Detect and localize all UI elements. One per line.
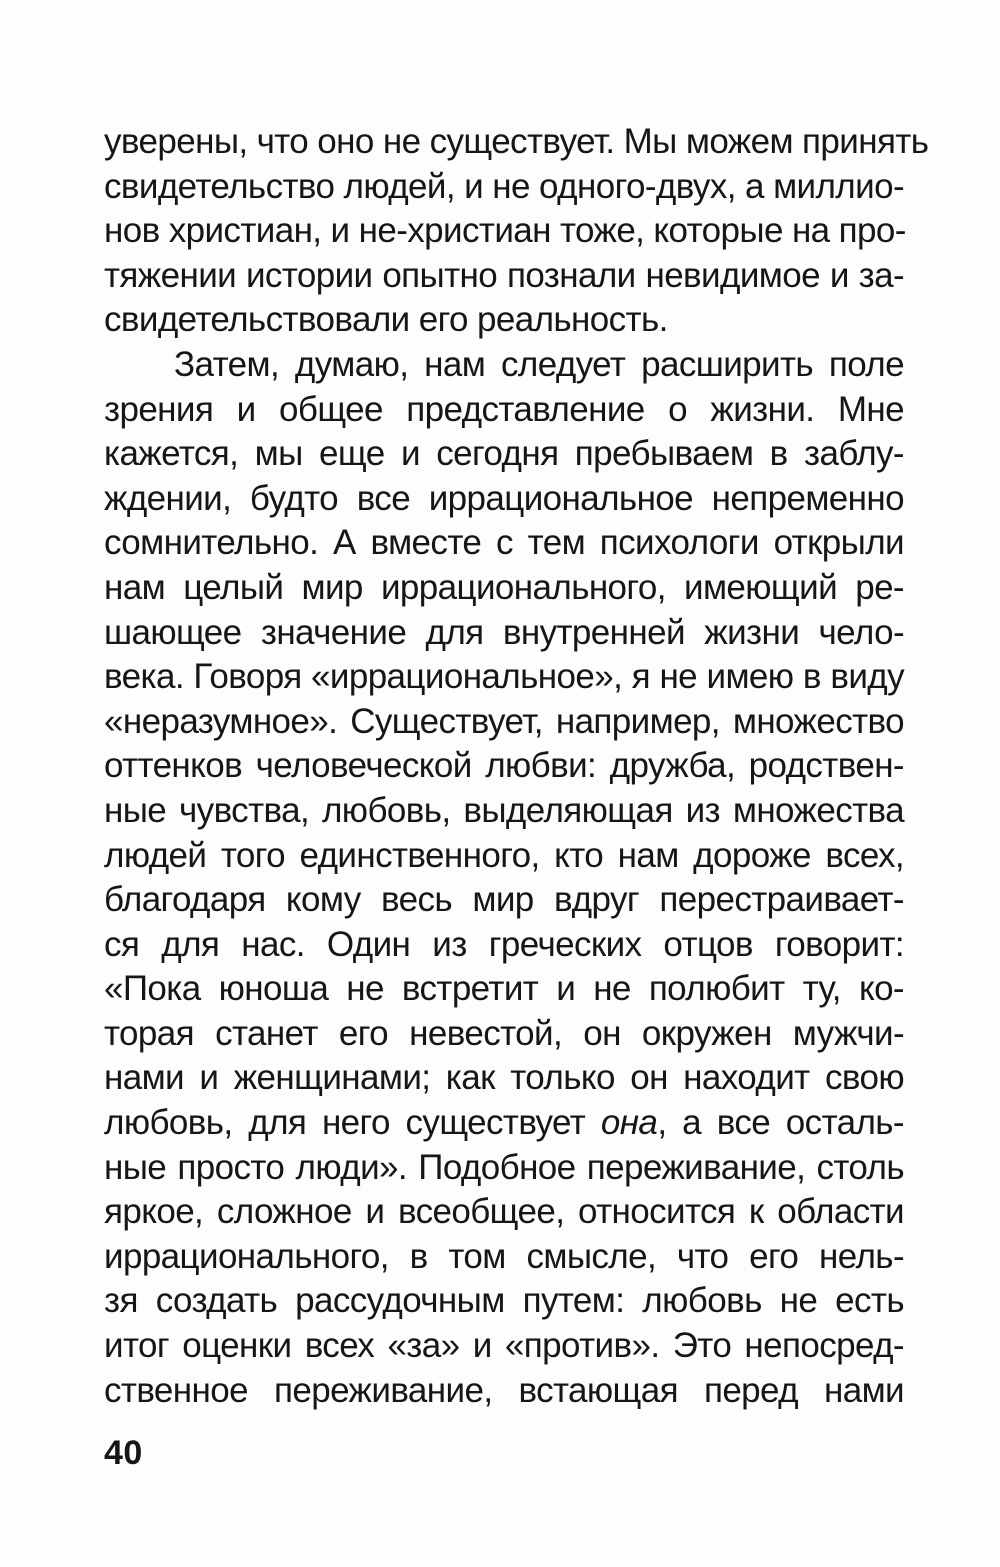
text-line: нами и женщинами; как только он находит свою bbox=[104, 1058, 904, 1098]
text-line: свидетельство людей, и не одного-двух, а миллио- bbox=[104, 166, 904, 206]
text-line: века. Говоря «иррациональное», я не имею в виду bbox=[104, 657, 904, 697]
text-line: яркое, сложное и всеобщее, относится к области bbox=[104, 1192, 904, 1232]
text-line: зрения и общее представление о жизни. Мне bbox=[104, 389, 904, 429]
text-line: сомнительно. А вместе с тем психологи открыли bbox=[104, 523, 904, 563]
text-line: ственное переживание, встающая перед нами bbox=[104, 1370, 904, 1410]
text-line: иррационального, в том смысле, что его нель- bbox=[104, 1236, 904, 1276]
paragraph-first-line: Затем, думаю, нам следует расширить поле bbox=[174, 344, 904, 384]
text-line: оттенков человеческой любви: дружба, родствен- bbox=[104, 746, 904, 786]
page-number: 40 bbox=[104, 1434, 143, 1472]
text-line: итог оценки всех «за» и «против». Это непосред- bbox=[104, 1326, 904, 1366]
italic-word: она bbox=[600, 1103, 658, 1143]
text-fragment: любовь, для него существует bbox=[104, 1103, 601, 1143]
text-line: шающее значение для внутренней жизни чело- bbox=[104, 612, 904, 652]
text-line: ждении, будто все иррациональное непременно bbox=[104, 478, 904, 518]
body-text bbox=[104, 120, 929, 1413]
text-line: свидетельствовали его реальность. bbox=[104, 300, 668, 340]
text-fragment: , а все осталь- bbox=[657, 1103, 904, 1143]
text-line: торая станет его невестой, он окружен мужчи- bbox=[104, 1013, 904, 1053]
text-line: «неразумное». Существует, например, множество bbox=[104, 701, 904, 741]
text-line: зя создать рассудочным путем: любовь не есть bbox=[104, 1281, 904, 1321]
text-line: ные чувства, любовь, выделяющая из множества bbox=[104, 790, 904, 830]
text-line: уверены, что оно не существует. Мы можем принять bbox=[104, 122, 929, 161]
text-line: благодаря кому весь мир вдруг перестраивает- bbox=[104, 880, 904, 920]
text-line: «Пока юноша не встретит и не полюбит ту, ко- bbox=[104, 969, 904, 1009]
text-line: кажется, мы еще и сегодня пребываем в заблу- bbox=[104, 434, 904, 474]
text-line: нам целый мир иррационального, имеющий ре- bbox=[104, 567, 904, 607]
text-line: нов христиан, и не-христиан тоже, которые на про- bbox=[104, 211, 906, 251]
text-line: тяжении истории опытно познали невидимое и за- bbox=[104, 255, 904, 295]
text-line: людей того единственного, кто нам дороже всех, bbox=[104, 835, 904, 875]
text-line: ся для нас. Один из греческих отцов говорит: bbox=[104, 924, 904, 964]
text-line-with-italic bbox=[104, 1101, 904, 1146]
text-line: ные просто люди». Подобное переживание, столь bbox=[104, 1147, 904, 1187]
